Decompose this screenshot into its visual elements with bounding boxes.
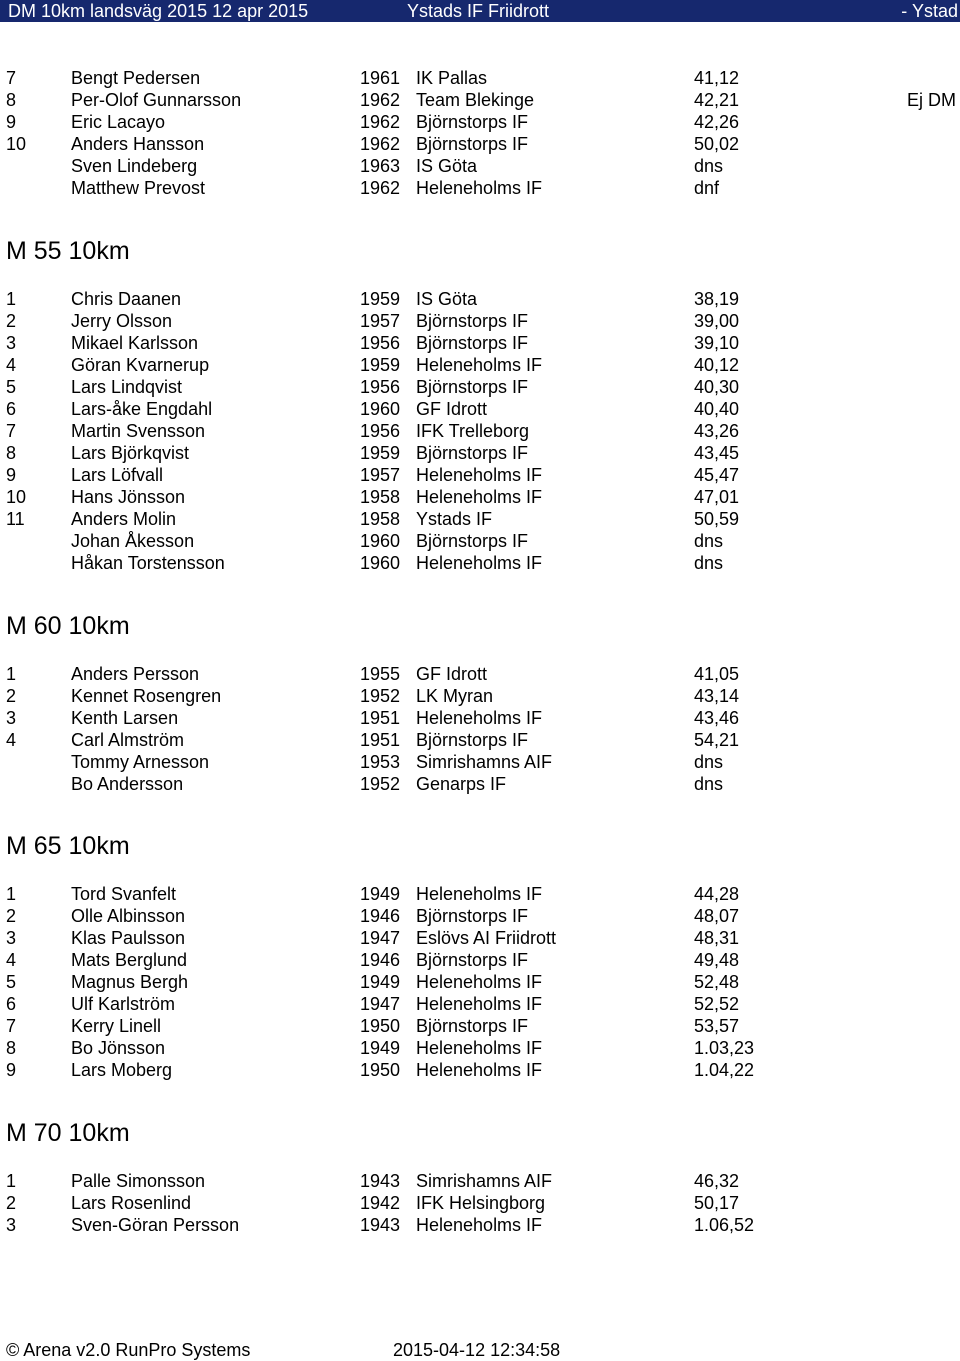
print-timestamp: 2015-04-12 12:34:58: [393, 1340, 561, 1360]
result-place: 8: [6, 1038, 17, 1058]
club-name: IS Göta: [416, 289, 478, 309]
results-list: [0, 67, 960, 199]
result-time: 48,31: [694, 928, 740, 948]
athlete-name: Per-Olof Gunnarsson: [71, 90, 242, 110]
club-name: Heleneholms IF: [416, 355, 543, 375]
athlete-name: Kenth Larsen: [71, 708, 179, 728]
birth-year: 1949: [360, 884, 401, 904]
athlete-name: Lars Björkqvist: [71, 443, 190, 463]
result-time: 42,26: [694, 112, 740, 132]
birth-year: 1952: [360, 686, 401, 706]
result-row: [0, 442, 960, 464]
athlete-name: Bo Jönsson: [71, 1038, 166, 1058]
birth-year: 1959: [360, 289, 401, 309]
result-row: [0, 111, 960, 133]
result-time: 43,14: [694, 686, 740, 706]
result-time: 39,00: [694, 311, 740, 331]
result-place: 7: [6, 421, 17, 441]
result-row: [0, 464, 960, 486]
result-time: 43,46: [694, 708, 740, 728]
birth-year: 1959: [360, 443, 401, 463]
club-name: IFK Trelleborg: [416, 421, 530, 441]
athlete-name: Ulf Karlström: [71, 994, 176, 1014]
result-row: [0, 376, 960, 398]
result-place: 3: [6, 708, 17, 728]
club-name: Björnstorps IF: [416, 1016, 529, 1036]
birth-year: 1960: [360, 553, 401, 573]
result-time: dns: [694, 553, 724, 573]
athlete-name: Matthew Prevost: [71, 178, 206, 198]
birth-year: 1957: [360, 465, 401, 485]
birth-year: 1962: [360, 90, 401, 110]
results-list: [0, 883, 960, 1081]
result-place: 4: [6, 355, 17, 375]
athlete-name: Sven Lindeberg: [71, 156, 198, 176]
athlete-name: Sven-Göran Persson: [71, 1215, 240, 1235]
club-name: Eslövs AI Friidrott: [416, 928, 557, 948]
result-place: 9: [6, 112, 17, 132]
athlete-name: Kennet Rosengren: [71, 686, 222, 706]
birth-year: 1958: [360, 509, 401, 529]
birth-year: 1951: [360, 708, 401, 728]
club-name: LK Myran: [416, 686, 494, 706]
birth-year: 1953: [360, 752, 401, 772]
club-name: Björnstorps IF: [416, 112, 529, 132]
results-group-m60: [0, 663, 960, 795]
club-name: Björnstorps IF: [416, 730, 529, 750]
organizer: Ystads IF Friidrott: [407, 1, 550, 21]
athlete-name: Bengt Pedersen: [71, 68, 201, 88]
club-name: Heleneholms IF: [416, 708, 543, 728]
club-name: Genarps IF: [416, 774, 507, 794]
birth-year: 1952: [360, 774, 401, 794]
result-time: 49,48: [694, 950, 740, 970]
result-note: Ej DM: [907, 90, 956, 110]
athlete-name: Anders Persson: [71, 664, 200, 684]
athlete-name: Anders Molin: [71, 509, 177, 529]
athlete-name: Johan Åkesson: [71, 531, 195, 551]
athlete-name: Palle Simonsson: [71, 1171, 206, 1191]
birth-year: 1946: [360, 950, 401, 970]
result-place: 9: [6, 465, 17, 485]
birth-year: 1958: [360, 487, 401, 507]
results-list: [0, 288, 960, 574]
club-name: Björnstorps IF: [416, 311, 529, 331]
result-time: 42,21: [694, 90, 740, 110]
club-name: Heleneholms IF: [416, 1215, 543, 1235]
result-time: 52,52: [694, 994, 740, 1014]
result-row: [0, 993, 960, 1015]
birth-year: 1962: [360, 134, 401, 154]
birth-year: 1950: [360, 1060, 401, 1080]
result-row: [0, 177, 960, 199]
athlete-name: Lars Lindqvist: [71, 377, 183, 397]
result-row: [0, 420, 960, 442]
result-time: dns: [694, 752, 724, 772]
club-name: Björnstorps IF: [416, 443, 529, 463]
athlete-name: Håkan Torstensson: [71, 553, 225, 573]
athlete-name: Tommy Arnesson: [71, 752, 210, 772]
result-row: [0, 927, 960, 949]
athlete-name: Olle Albinsson: [71, 906, 186, 926]
athlete-name: Magnus Bergh: [71, 972, 189, 992]
result-row: [0, 89, 960, 111]
athlete-name: Göran Kvarnerup: [71, 355, 210, 375]
result-place: 5: [6, 972, 17, 992]
athlete-name: Mikael Karlsson: [71, 333, 199, 353]
result-row: [0, 883, 960, 905]
birth-year: 1947: [360, 928, 401, 948]
result-row: [0, 685, 960, 707]
result-time: 46,32: [694, 1171, 740, 1191]
club-name: Team Blekinge: [416, 90, 535, 110]
result-row: [0, 773, 960, 795]
club-name: Björnstorps IF: [416, 333, 529, 353]
result-place: 2: [6, 1193, 17, 1213]
club-name: IK Pallas: [416, 68, 488, 88]
birth-year: 1950: [360, 1016, 401, 1036]
result-place: 10: [6, 134, 27, 154]
birth-year: 1959: [360, 355, 401, 375]
result-row: [0, 133, 960, 155]
result-place: 9: [6, 1060, 17, 1080]
result-place: 3: [6, 928, 17, 948]
result-row: [0, 663, 960, 685]
birth-year: 1942: [360, 1193, 401, 1213]
result-row: [0, 155, 960, 177]
result-time: 52,48: [694, 972, 740, 992]
athlete-name: Klas Paulsson: [71, 928, 186, 948]
athlete-name: Lars Löfvall: [71, 465, 164, 485]
result-place: 11: [6, 509, 25, 529]
club-name: Heleneholms IF: [416, 1060, 543, 1080]
results-group-prev: [0, 67, 960, 199]
result-time: 1.06,52: [694, 1215, 755, 1235]
result-row: [0, 905, 960, 927]
result-time: 54,21: [694, 730, 740, 750]
result-place: 7: [6, 1016, 17, 1036]
header-bar: [0, 0, 960, 22]
result-row: [0, 552, 960, 574]
result-row: [0, 1037, 960, 1059]
result-row: [0, 354, 960, 376]
birth-year: 1962: [360, 112, 401, 132]
result-time: 44,28: [694, 884, 740, 904]
athlete-name: Martin Svensson: [71, 421, 206, 441]
club-name: Heleneholms IF: [416, 1038, 543, 1058]
athlete-name: Kerry Linell: [71, 1016, 162, 1036]
athlete-name: Lars Rosenlind: [71, 1193, 192, 1213]
club-name: GF Idrott: [416, 399, 488, 419]
birth-year: 1951: [360, 730, 401, 750]
result-row: [0, 707, 960, 729]
result-row: [0, 1170, 960, 1192]
results-group-m65: [0, 883, 960, 1081]
result-row: [0, 1015, 960, 1037]
result-row: [0, 530, 960, 552]
result-place: 8: [6, 443, 17, 463]
result-time: 38,19: [694, 289, 740, 309]
result-place: 1: [6, 1171, 17, 1191]
result-place: 2: [6, 906, 17, 926]
athlete-name: Mats Berglund: [71, 950, 188, 970]
result-place: 7: [6, 68, 17, 88]
result-place: 2: [6, 311, 17, 331]
result-time: dns: [694, 531, 724, 551]
result-row: [0, 310, 960, 332]
result-time: 43,45: [694, 443, 740, 463]
results-group-m70: [0, 1170, 960, 1236]
birth-year: 1949: [360, 1038, 401, 1058]
result-time: 1.04,22: [694, 1060, 755, 1080]
software-credit: © Arena v2.0 RunPro Systems: [6, 1340, 251, 1360]
results-group-m55: [0, 288, 960, 574]
result-row: [0, 508, 960, 530]
group-title-m65: M 65 10km: [6, 832, 130, 860]
club-name: Heleneholms IF: [416, 553, 543, 573]
club-name: Simrishamns AIF: [416, 752, 553, 772]
result-time: 1.03,23: [694, 1038, 755, 1058]
result-row: [0, 486, 960, 508]
result-time: dns: [694, 774, 724, 794]
birth-year: 1963: [360, 156, 401, 176]
result-row: [0, 949, 960, 971]
birth-year: 1946: [360, 906, 401, 926]
result-time: 40,30: [694, 377, 740, 397]
result-row: [0, 398, 960, 420]
club-name: Björnstorps IF: [416, 377, 529, 397]
result-row: [0, 751, 960, 773]
result-time: 48,07: [694, 906, 740, 926]
birth-year: 1960: [360, 531, 401, 551]
result-row: [0, 332, 960, 354]
result-time: 50,59: [694, 509, 740, 529]
result-place: 8: [6, 90, 17, 110]
birth-year: 1943: [360, 1171, 401, 1191]
result-place: 10: [6, 487, 27, 507]
result-time: 50,02: [694, 134, 740, 154]
birth-year: 1956: [360, 333, 401, 353]
group-title-m70: M 70 10km: [6, 1119, 130, 1147]
birth-year: 1956: [360, 421, 401, 441]
result-time: dnf: [694, 178, 720, 198]
birth-year: 1960: [360, 399, 401, 419]
athlete-name: Hans Jönsson: [71, 487, 186, 507]
club-name: Heleneholms IF: [416, 487, 543, 507]
athlete-name: Tord Svanfelt: [71, 884, 177, 904]
athlete-name: Lars-åke Engdahl: [71, 399, 213, 419]
birth-year: 1943: [360, 1215, 401, 1235]
birth-year: 1962: [360, 178, 401, 198]
result-place: 4: [6, 950, 17, 970]
club-name: Ystads IF: [416, 509, 493, 529]
athlete-name: Eric Lacayo: [71, 112, 166, 132]
result-place: 6: [6, 399, 17, 419]
result-time: 41,12: [694, 68, 740, 88]
result-time: 43,26: [694, 421, 740, 441]
results-list: [0, 663, 960, 795]
result-row: [0, 67, 960, 89]
club-name: Björnstorps IF: [416, 531, 529, 551]
result-row: [0, 971, 960, 993]
result-place: 3: [6, 1215, 17, 1235]
group-title-m60: M 60 10km: [6, 612, 130, 640]
birth-year: 1949: [360, 972, 401, 992]
birth-year: 1956: [360, 377, 401, 397]
location: - Ystad: [901, 1, 958, 21]
result-row: [0, 288, 960, 310]
event-title: DM 10km landsväg 2015 12 apr 2015: [8, 1, 309, 21]
result-time: 53,57: [694, 1016, 740, 1036]
athlete-name: Bo Andersson: [71, 774, 184, 794]
club-name: IFK Helsingborg: [416, 1193, 546, 1213]
footer: [0, 1339, 960, 1361]
birth-year: 1947: [360, 994, 401, 1014]
result-place: 6: [6, 994, 17, 1014]
club-name: Simrishamns AIF: [416, 1171, 553, 1191]
club-name: Heleneholms IF: [416, 465, 543, 485]
result-time: 50,17: [694, 1193, 740, 1213]
athlete-name: Anders Hansson: [71, 134, 205, 154]
result-place: 3: [6, 333, 17, 353]
club-name: Heleneholms IF: [416, 178, 543, 198]
result-time: 41,05: [694, 664, 740, 684]
birth-year: 1961: [360, 68, 401, 88]
result-place: 2: [6, 686, 17, 706]
result-time: 47,01: [694, 487, 740, 507]
result-place: 1: [6, 664, 17, 684]
results-list: [0, 1170, 960, 1236]
club-name: Heleneholms IF: [416, 884, 543, 904]
club-name: IS Göta: [416, 156, 478, 176]
result-row: [0, 1192, 960, 1214]
athlete-name: Lars Moberg: [71, 1060, 173, 1080]
club-name: Heleneholms IF: [416, 972, 543, 992]
result-place: 4: [6, 730, 17, 750]
result-time: 39,10: [694, 333, 740, 353]
result-time: dns: [694, 156, 724, 176]
athlete-name: Carl Almström: [71, 730, 185, 750]
result-time: 40,40: [694, 399, 740, 419]
athlete-name: Jerry Olsson: [71, 311, 173, 331]
club-name: Björnstorps IF: [416, 906, 529, 926]
result-time: 45,47: [694, 465, 740, 485]
result-row: [0, 1214, 960, 1236]
result-place: 1: [6, 289, 17, 309]
group-title-m55: M 55 10km: [6, 237, 130, 265]
birth-year: 1955: [360, 664, 401, 684]
result-place: 5: [6, 377, 17, 397]
result-row: [0, 729, 960, 751]
club-name: Heleneholms IF: [416, 994, 543, 1014]
birth-year: 1957: [360, 311, 401, 331]
result-row: [0, 1059, 960, 1081]
club-name: GF Idrott: [416, 664, 488, 684]
result-place: 1: [6, 884, 17, 904]
club-name: Björnstorps IF: [416, 134, 529, 154]
athlete-name: Chris Daanen: [71, 289, 182, 309]
result-time: 40,12: [694, 355, 740, 375]
club-name: Björnstorps IF: [416, 950, 529, 970]
